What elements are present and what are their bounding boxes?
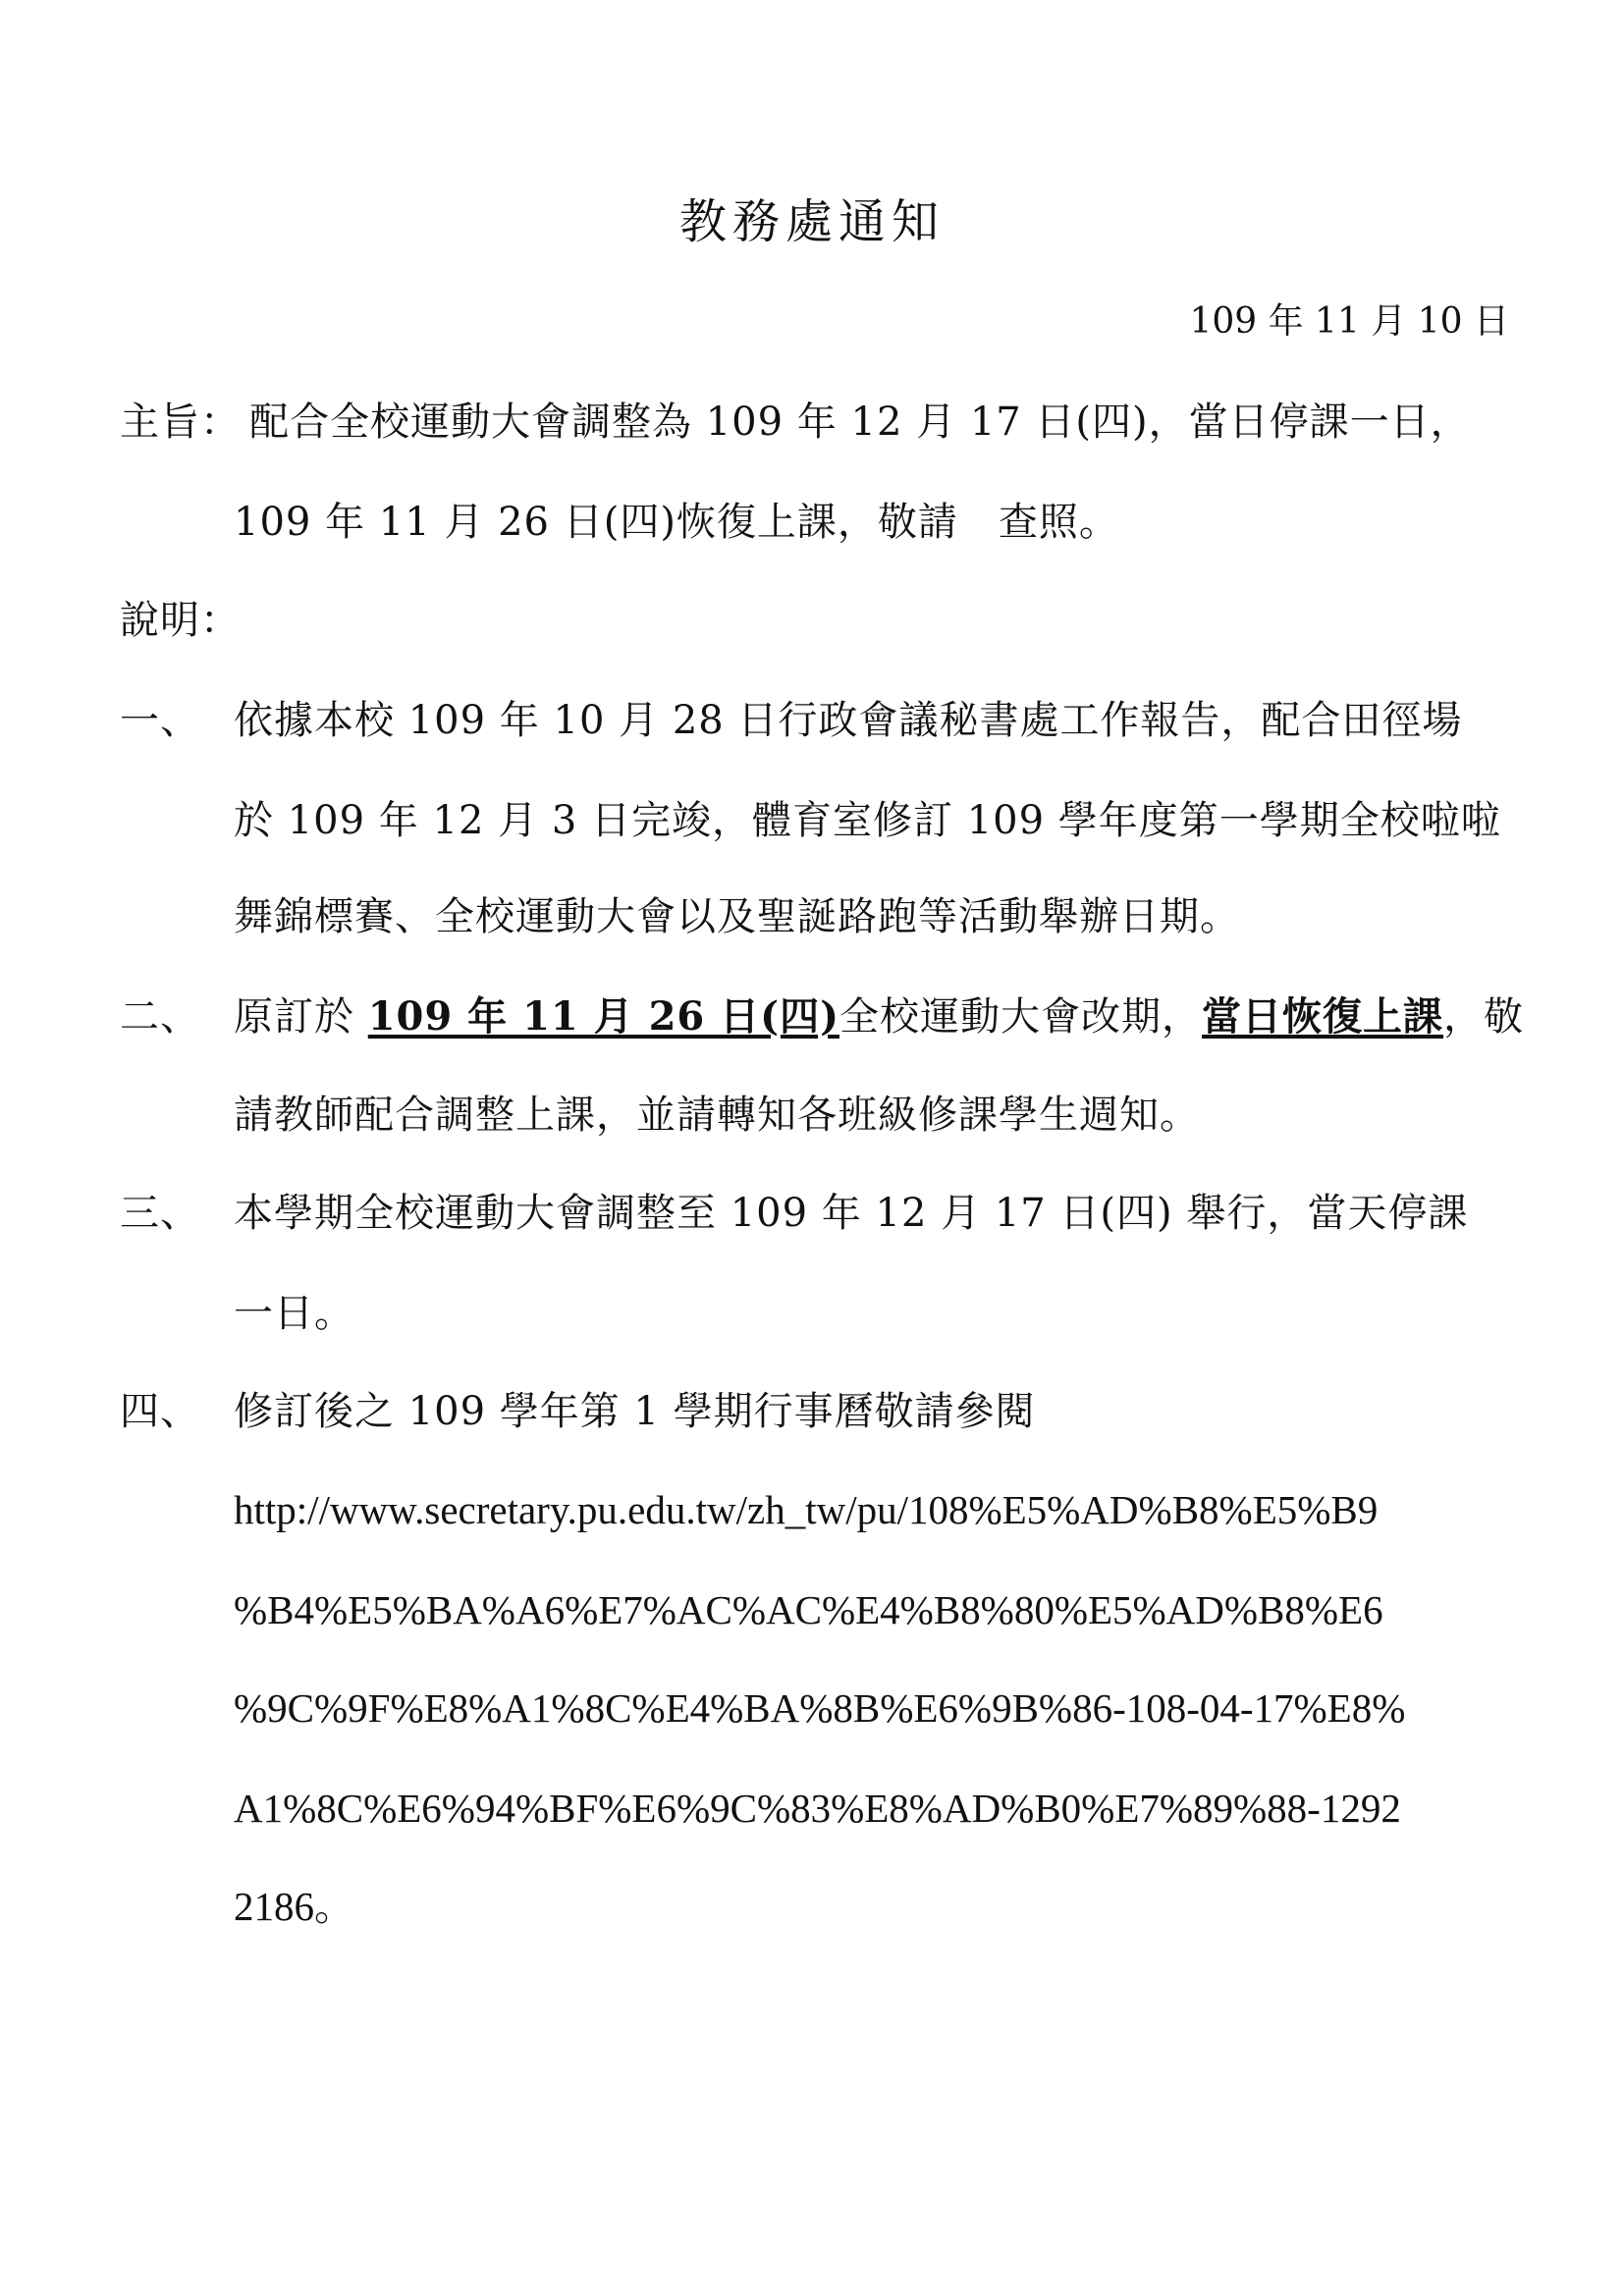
item-2-line-1	[234, 991, 1524, 1042]
item-2-text-pre: 原訂於	[234, 994, 368, 1040]
calendar-link-line-5[interactable]: 2186。	[234, 1884, 354, 1929]
item-marker-4: 四、	[120, 1389, 200, 1434]
item-4-line-1: 修訂後之 109 學年第 1 學期行事曆敬請參閱	[234, 1389, 1036, 1434]
item-marker-2: 二、	[120, 994, 200, 1040]
explanation-label: 說明：	[120, 598, 241, 643]
calendar-link-line-1[interactable]: http://www.secretary.pu.edu.tw/zh_tw/pu/108%E5%AD%B8%E5%B9	[234, 1487, 1379, 1532]
notice-title: 教務處通知	[678, 194, 945, 249]
item-2-line-2: 請教師配合調整上課，並請轉知各班級修課學生週知。	[234, 1093, 1200, 1138]
notice-date: 109 年 11 月 10 日	[1189, 301, 1509, 342]
item-marker-1: 一、	[120, 698, 200, 743]
item-3-line-1: 本學期全校運動大會調整至 109 年 12 月 17 日(四) 舉行，當天停課	[234, 1191, 1469, 1236]
item-1-line-2: 於 109 年 12 月 3 日完竣，體育室修訂 109 學年度第一學期全校啦啦	[234, 798, 1501, 843]
item-2-text-mid: 全校運動大會改期，	[839, 994, 1203, 1040]
item-2-highlight-resume: 當日恢復上課	[1202, 993, 1444, 1040]
item-1-line-3: 舞錦標賽、全校運動大會以及聖誕路跑等活動舉辦日期。	[234, 894, 1240, 939]
subject-line-1: 配合全校運動大會調整為 109 年 12 月 17 日(四)，當日停課一日，	[249, 400, 1471, 445]
calendar-link-line-2[interactable]: %B4%E5%BA%A6%E7%AC%AC%E4%B8%80%E5%AD%B8%E6	[234, 1587, 1383, 1632]
item-2-highlight-date: 109 年 11 月 26 日(四)	[367, 993, 840, 1040]
item-1-line-1: 依據本校 109 年 10 月 28 日行政會議秘書處工作報告，配合田徑場	[234, 698, 1463, 743]
subject-label: 主旨：	[120, 400, 241, 445]
subject-line-2: 109 年 11 月 26 日(四)恢復上課，敬請 查照。	[234, 500, 1119, 545]
item-2-text-post: ，敬	[1443, 994, 1525, 1040]
calendar-link-line-3[interactable]: %9C%9F%E8%A1%8C%E4%BA%8B%E6%9B%86-108-04-17%E8%	[234, 1685, 1406, 1731]
item-marker-3: 三、	[120, 1191, 200, 1236]
item-3-line-2: 一日。	[234, 1291, 354, 1336]
calendar-link-line-4[interactable]: A1%8C%E6%94%BF%E6%9C%83%E8%AD%B0%E7%89%88-1292	[234, 1786, 1401, 1831]
